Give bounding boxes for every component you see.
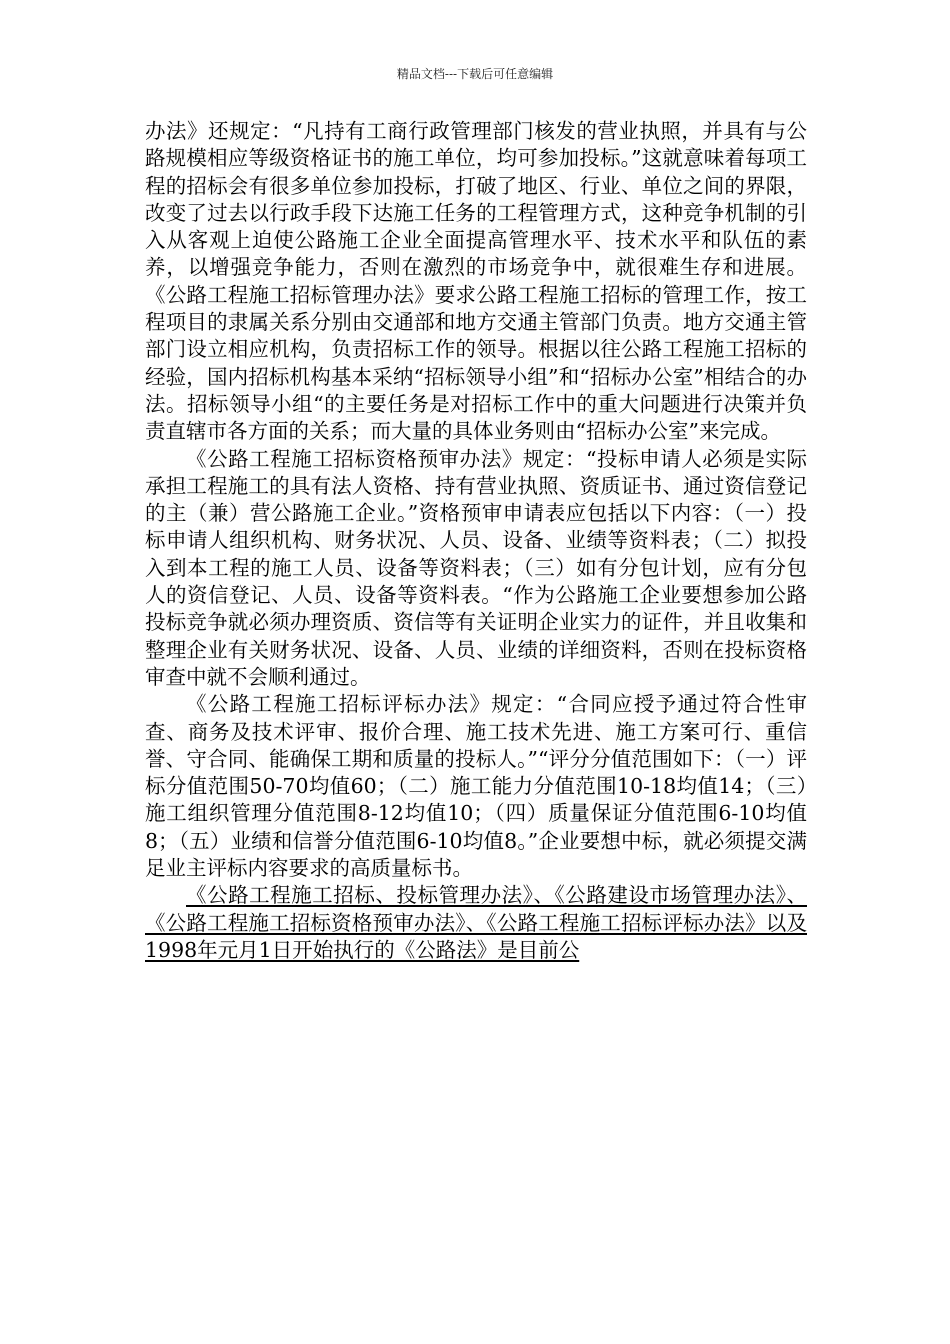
paragraph-4 xyxy=(145,882,807,964)
document-body xyxy=(145,118,807,964)
page-header: 精品文档---下载后可任意编辑 xyxy=(396,67,554,81)
paragraph-2: 《公路工程施工招标资格预审办法》规定：“投标申请人必须是实际承担工程施工的具有法人资格、持有营业执照、资质证书、通过资信登记的主（兼）营公路施工企业。”资格预审申请表应包括以下内容：（一）投标申请人组织机构、财务状况、人员、设备、业绩等资料表；（二）拟投入到本工程的施工人员、设备等资料表；（三）如有分包计划，应有分包人的资信登记、人员、设备等资料表。“作为公路施工企业要想参加公路投标竞争就必须办理资质、资信等有关证明企业实力的证件，并且收集和整理企业有关财务状况、设备、人员、业绩的详细资料，否则在投标资格审查中就不会顺利通过。 xyxy=(145,446,807,689)
underlined-text: 《公路工程施工招标、投标管理办法》、《公路建设市场管理办法》、《公路工程施工招标资格预审办法》、《公路工程施工招标评标办法》以及1998年元月1日开始执行的《公路法》是目前公 xyxy=(145,883,807,962)
paragraph-1: 办法》还规定：“凡持有工商行政管理部门核发的营业执照，并具有与公路规模相应等级资格证书的施工单位，均可参加投标。”这就意味着每项工程的招标会有很多单位参加投标，打破了地区、行业、单位之间的界限，改变了过去以行政手段下达施工任务的工程管理方式，这种竞争机制的引入从客观上迫使公路施工企业全面提高管理水平、技术水平和队伍的素养，以增强竞争能力，否则在激烈的市场竞争中，就很难生存和进展。《公路工程施工招标管理办法》要求公路工程施工招标的管理工作，按工程项目的隶属关系分别由交通部和地方交通主管部门负责。地方交通主管部门设立相应机构，负责招标工作的领导。根据以往公路工程施工招标的经验，国内招标机构基本采纳“招标领导小组”和“招标办公室”相结合的办法。招标领导小组“的主要任务是对招标工作中的重大问题进行决策并负责直辖市各方面的关系；而大量的具体业务则由“招标办公室”来完成。 xyxy=(145,119,807,444)
paragraph-3: 《公路工程施工招标评标办法》规定：“合同应授予通过符合性审查、商务及技术评审、报价合理、施工技术先进、施工方案可行、重信誉、守合同、能确保工期和质量的投标人。”“评分分值范围如下：（一）评标分值范围50-70均值60；（二）施工能力分值范围10-18均值14；（三）施工组织管理分值范围8-12均值10；（四）质量保证分值范围6-10均值8；（五）业绩和信誉分值范围6-10均值8。”企业要想中标，就必须提交满足业主评标内容要求的高质量标书。 xyxy=(145,692,807,881)
